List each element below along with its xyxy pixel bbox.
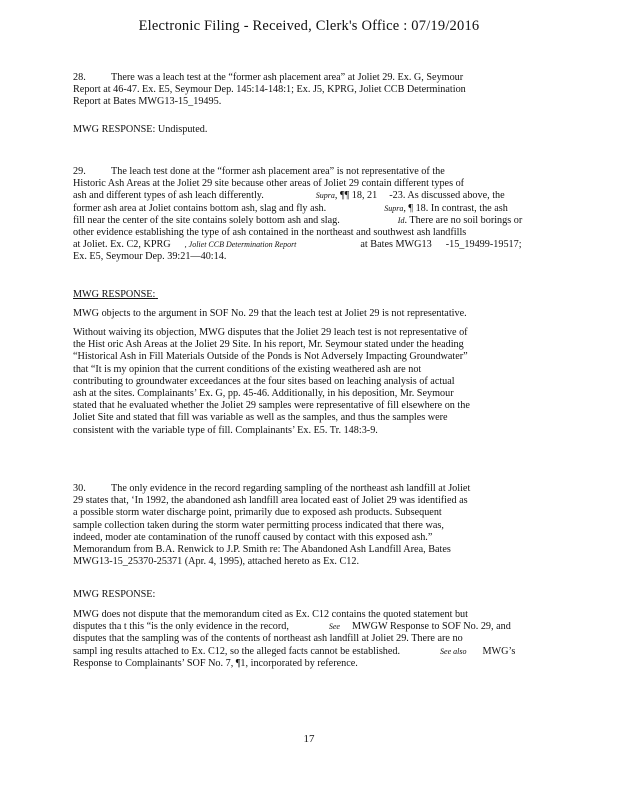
paragraph-30: 30. The only evidence in the record regarding sampling of the northeast ash landfill at Joliet 29 states that, ‘In 1992, the abandoned ash landfill area located east of Joliet 29 was identified as a possible storm water discharge point, primarily due to exposed ash products. Subsequent sample collection taken during the storm water permitting process indicated that there was, indeed, moder ate contamination of the runoff caused by contact with this exposed ash.” Memorandum from B.A. Renwick to J.P. Smith re: The Abandoned Ash Landfill Area, Bates MWG13-15_25370-25371 (Apr. 4, 1995), attached hereto as Ex. C12.	[73, 483, 543, 568]
paragraph-28	[73, 72, 543, 109]
supra-cite: Supra	[384, 203, 404, 213]
paragraph-29	[73, 166, 543, 264]
p29-line-5: fill near the center of the site contains solely bottom ash and slag. Id. There are no soil borings or	[73, 214, 523, 226]
see-also-cite: See also	[440, 646, 467, 656]
p30-number: 30.	[73, 483, 86, 494]
id-cite: Id	[397, 215, 405, 225]
supra-cite: Supra	[315, 191, 335, 201]
p29-line-8: Ex. E5, Seymour Dep. 39:21—40:14.	[73, 251, 227, 263]
p29-number: 29.	[73, 166, 86, 177]
p29-line-2: Historic Ash Areas at the Joliet 29 site because other areas of Joliet 29 contain different types of	[73, 178, 465, 190]
see-cite: See	[328, 622, 340, 632]
p29-response-body: Without waiving its objection, MWG disputes that the Joliet 29 leach test is not representative of the Hist oric Ash Areas at the Joliet 29 Site. In his report, Mr. Seymour stated under the heading “Historical Ash in Fill Materials Outside of the Ponds is Not Adversely Impacting Groundwater” that “It is my opinion that the current conditions of the existing weathered ash are not contributing to groundwater exceedances at the four sites based on leaching analysis of actual ash at the sites. Complainants’ Ex. G, pp. 45-46. Additionally, in his deposition, Mr. Seymour stated that he evaluated whether the Joliet 29 samples were representative of fill elsewhere on the Joliet Site and stated that fill was variable as well as the samples, and thus the samples were consistent with the variable type of fill. Complainants’ Ex. E5. Tr. 148:3-9.	[73, 327, 470, 436]
p28-number: 28.	[73, 72, 86, 83]
p28-line-3: Report at Bates MWG13-15_19495.	[73, 96, 222, 108]
p29-objection: MWG objects to the argument in SOF No. 29 that the leach test at Joliet 29 is not representative.	[73, 308, 467, 319]
p29-response-label: MWG RESPONSE:	[73, 289, 156, 300]
report-cite: , Joliet CCB Determination Report	[184, 240, 297, 250]
p28-response: MWG RESPONSE: Undisputed.	[73, 124, 208, 135]
p29-line-6: other evidence establishing the type of ash contained in the northeast and southwest ash landfills	[73, 226, 467, 238]
page-number: 17	[303, 733, 315, 745]
p29-line-7: at Joliet. Ex. C2, KPRG , Joliet CCB Determination Report at Bates MWG13 -15_19499-19517;	[73, 239, 522, 251]
p30-line-1: 30. The only evidence in the record regarding sampling of the northeast ash landfill at Joliet	[73, 483, 471, 494]
p28-line-2: Report at 46-47. Ex. E5, Seymour Dep. 145:14-148:1; Ex. J5, KPRG, Joliet CCB Determination	[73, 84, 466, 96]
filing-header: Electronic Filing - Received, Clerk's Office : 07/19/2016	[138, 18, 480, 34]
p28-line-1: 28. There was a leach test at the “former ash placement area” at Joliet 29. Ex. G, Seymour	[73, 72, 464, 83]
p30-response-body: MWG does not dispute that the memorandum cited as Ex. C12 contains the quoted statement but disputes tha t this “is the only evidence in the record, See MWGW Response to SOF No. 29, and disputes that the sampling was of the contents of northeast ash landfill at Joliet 29. There are no sampl ing results attached to Ex. C12, so the alleged facts cannot be established. See also MWG’s Response to Complainants’ SOF No. 7, ¶1, incorporated by reference.	[73, 609, 516, 669]
p30-response-label: MWG RESPONSE:	[73, 589, 156, 600]
p29-line-1: 29. The leach test done at the “former ash placement area” is not representative of the	[73, 166, 445, 177]
p29-line-3: ash and different types of ash leach differently. Supra, ¶¶ 18, 21 -23. As discussed above, the	[73, 190, 505, 202]
p29-line-4: former ash area at Joliet contains bottom ash, slag and fly ash. Supra, ¶ 18. In contrast, the ash	[73, 202, 508, 214]
